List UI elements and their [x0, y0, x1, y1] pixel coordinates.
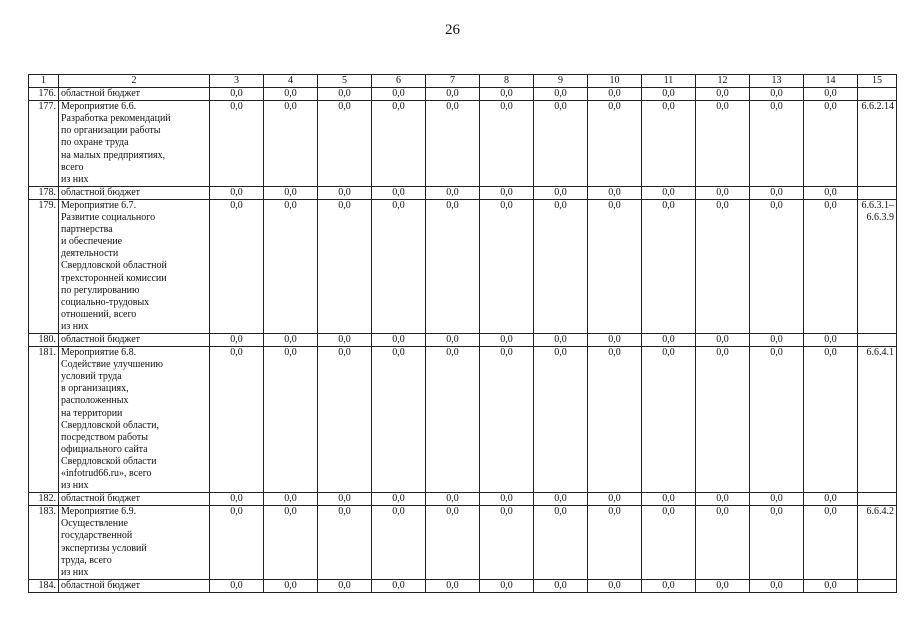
value-cell: 0,0 [804, 347, 858, 493]
value-cell: 0,0 [264, 101, 318, 187]
row-description [59, 506, 210, 580]
value-cell: 0,0 [426, 579, 480, 592]
value-cell: 0,0 [588, 186, 642, 199]
value-cell: 0,0 [750, 186, 804, 199]
row-number: 178. [29, 186, 59, 199]
row-number: 176. [29, 88, 59, 101]
value-cell: 0,0 [588, 347, 642, 493]
row-description [59, 186, 210, 199]
table-row [29, 506, 897, 580]
value-cell: 0,0 [480, 101, 534, 187]
value-cell: 0,0 [372, 333, 426, 346]
description-line: Мероприятие 6.7. [61, 199, 137, 211]
header-cell: 11 [642, 75, 696, 88]
row-number: 180. [29, 333, 59, 346]
description-line: областной бюджет [61, 186, 141, 198]
value-cell: 0,0 [210, 506, 264, 580]
description-line: Мероприятие 6.6. [61, 101, 137, 113]
code-line: 6.6.3.1– [861, 199, 894, 211]
value-cell: 0,0 [804, 101, 858, 187]
row-description [59, 101, 210, 187]
value-cell: 0,0 [264, 186, 318, 199]
value-cell: 0,0 [372, 347, 426, 493]
description-line: Мероприятие 6.9. [61, 506, 137, 518]
value-cell: 0,0 [372, 506, 426, 580]
value-cell: 0,0 [534, 506, 588, 580]
value-cell: 0,0 [264, 88, 318, 101]
description-line: посредством работы [61, 431, 149, 443]
description-line: государственной [61, 530, 133, 542]
header-cell: 14 [804, 75, 858, 88]
value-cell: 0,0 [318, 186, 372, 199]
value-cell: 0,0 [588, 506, 642, 580]
description-line: на малых предприятиях, [61, 149, 166, 161]
description-line: на территории [61, 407, 123, 419]
description-line: Мероприятие 6.8. [61, 347, 137, 359]
description-line: Свердловской областной [61, 260, 167, 272]
value-cell: 0,0 [642, 579, 696, 592]
description-line: трехсторонней комиссии [61, 272, 167, 284]
description-line: всего [61, 161, 84, 173]
value-cell: 0,0 [534, 88, 588, 101]
target-code [858, 333, 897, 346]
description-line: из них [61, 173, 89, 185]
target-code [858, 347, 897, 493]
value-cell: 0,0 [588, 579, 642, 592]
target-code [858, 101, 897, 187]
row-number: 177. [29, 101, 59, 187]
value-cell: 0,0 [750, 506, 804, 580]
value-cell: 0,0 [642, 101, 696, 187]
value-cell: 0,0 [264, 493, 318, 506]
value-cell: 0,0 [210, 199, 264, 333]
value-cell: 0,0 [804, 88, 858, 101]
value-cell: 0,0 [534, 347, 588, 493]
budget-table [28, 74, 897, 593]
row-number: 179. [29, 199, 59, 333]
value-cell: 0,0 [696, 579, 750, 592]
value-cell: 0,0 [426, 186, 480, 199]
value-cell: 0,0 [264, 347, 318, 493]
value-cell: 0,0 [264, 579, 318, 592]
value-cell: 0,0 [804, 199, 858, 333]
value-cell: 0,0 [588, 333, 642, 346]
value-cell: 0,0 [372, 199, 426, 333]
description-line: из них [61, 480, 89, 492]
value-cell: 0,0 [750, 347, 804, 493]
value-cell: 0,0 [534, 333, 588, 346]
header-cell: 15 [858, 75, 897, 88]
description-line: «infotrud66.ru», всего [61, 468, 152, 479]
value-cell: 0,0 [480, 88, 534, 101]
value-cell: 0,0 [426, 347, 480, 493]
description-line: Осуществление [61, 518, 128, 530]
header-cell: 1 [29, 75, 59, 88]
value-cell: 0,0 [318, 88, 372, 101]
row-number: 181. [29, 347, 59, 493]
table-body [29, 75, 897, 593]
value-cell: 0,0 [750, 493, 804, 506]
value-cell: 0,0 [696, 493, 750, 506]
description-line: Свердловской области [61, 455, 157, 467]
value-cell: 0,0 [426, 506, 480, 580]
row-description [59, 579, 210, 592]
value-cell: 0,0 [372, 101, 426, 187]
description-line: расположенных [61, 395, 129, 407]
value-cell: 0,0 [318, 199, 372, 333]
value-cell: 0,0 [588, 493, 642, 506]
table-row [29, 101, 897, 187]
code-line: 6.6.3.9 [866, 212, 894, 224]
description-line: областной бюджет [61, 493, 141, 505]
header-cell: 8 [480, 75, 534, 88]
value-cell: 0,0 [480, 333, 534, 346]
description-line: деятельности [61, 248, 119, 260]
target-code [858, 186, 897, 199]
value-cell: 0,0 [750, 199, 804, 333]
value-cell: 0,0 [210, 347, 264, 493]
value-cell: 0,0 [372, 186, 426, 199]
row-description [59, 333, 210, 346]
value-cell: 0,0 [480, 493, 534, 506]
description-line: официального сайта [61, 443, 148, 455]
header-cell: 9 [534, 75, 588, 88]
value-cell: 0,0 [318, 101, 372, 187]
value-cell: 0,0 [480, 199, 534, 333]
code-line: 6.6.4.1 [866, 347, 894, 359]
description-line: труда, всего [61, 554, 112, 566]
header-cell: 5 [318, 75, 372, 88]
description-line: Свердловской области, [61, 419, 159, 431]
description-line: экспертизы условий [61, 542, 147, 554]
value-cell: 0,0 [642, 347, 696, 493]
header-cell: 12 [696, 75, 750, 88]
value-cell: 0,0 [210, 579, 264, 592]
table-row [29, 493, 897, 506]
table-row [29, 347, 897, 493]
description-line: Содействие улучшению [61, 359, 163, 371]
description-line: по организации работы [61, 125, 161, 137]
header-cell: 6 [372, 75, 426, 88]
value-cell: 0,0 [804, 579, 858, 592]
value-cell: 0,0 [804, 506, 858, 580]
row-description [59, 493, 210, 506]
value-cell: 0,0 [426, 101, 480, 187]
value-cell: 0,0 [642, 88, 696, 101]
value-cell: 0,0 [426, 333, 480, 346]
description-line: областной бюджет [61, 88, 141, 100]
header-cell: 7 [426, 75, 480, 88]
description-line: по охране труда [61, 137, 129, 149]
value-cell: 0,0 [480, 506, 534, 580]
value-cell: 0,0 [264, 333, 318, 346]
value-cell: 0,0 [480, 347, 534, 493]
description-line: Разработка рекомендаций [61, 113, 171, 125]
row-number: 183. [29, 506, 59, 580]
value-cell: 0,0 [264, 506, 318, 580]
value-cell: 0,0 [804, 333, 858, 346]
table-row [29, 199, 897, 333]
header-cell: 3 [210, 75, 264, 88]
value-cell: 0,0 [318, 579, 372, 592]
header-cell: 13 [750, 75, 804, 88]
value-cell: 0,0 [642, 199, 696, 333]
value-cell: 0,0 [696, 88, 750, 101]
value-cell: 0,0 [750, 579, 804, 592]
description-line: из них [61, 566, 89, 578]
row-description [59, 88, 210, 101]
page-number: 26 [445, 22, 460, 38]
value-cell: 0,0 [210, 88, 264, 101]
description-line: отношений, всего [61, 308, 137, 320]
description-line: областной бюджет [61, 333, 141, 345]
row-description [59, 347, 210, 493]
value-cell: 0,0 [588, 199, 642, 333]
table-row [29, 88, 897, 101]
value-cell: 0,0 [318, 493, 372, 506]
row-number: 182. [29, 493, 59, 506]
value-cell: 0,0 [696, 506, 750, 580]
table-row [29, 333, 897, 346]
code-line: 6.6.4.2 [866, 506, 894, 518]
header-cell: 4 [264, 75, 318, 88]
value-cell: 0,0 [696, 333, 750, 346]
value-cell: 0,0 [804, 493, 858, 506]
value-cell: 0,0 [642, 493, 696, 506]
header-row [29, 75, 897, 88]
target-code [858, 579, 897, 592]
description-line: и обеспечение [61, 236, 123, 248]
description-line: в организациях, [61, 383, 129, 395]
value-cell: 0,0 [750, 101, 804, 187]
value-cell: 0,0 [480, 579, 534, 592]
row-number: 184. [29, 579, 59, 592]
value-cell: 0,0 [318, 347, 372, 493]
description-line: условий труда [61, 371, 122, 383]
target-code [858, 506, 897, 580]
description-line: по регулированию [61, 284, 140, 296]
description-line: областной бюджет [61, 579, 141, 591]
description-line: из них [61, 320, 89, 332]
value-cell: 0,0 [426, 88, 480, 101]
value-cell: 0,0 [426, 493, 480, 506]
value-cell: 0,0 [642, 506, 696, 580]
value-cell: 0,0 [696, 199, 750, 333]
value-cell: 0,0 [426, 199, 480, 333]
value-cell: 0,0 [696, 186, 750, 199]
table-row [29, 186, 897, 199]
value-cell: 0,0 [210, 333, 264, 346]
code-line: 6.6.2.14 [861, 101, 894, 113]
value-cell: 0,0 [264, 199, 318, 333]
value-cell: 0,0 [642, 186, 696, 199]
value-cell: 0,0 [372, 579, 426, 592]
value-cell: 0,0 [804, 186, 858, 199]
row-description [59, 199, 210, 333]
value-cell: 0,0 [750, 88, 804, 101]
description-line: Развитие социального [61, 212, 156, 224]
target-code [858, 199, 897, 333]
value-cell: 0,0 [588, 88, 642, 101]
value-cell: 0,0 [534, 186, 588, 199]
value-cell: 0,0 [372, 493, 426, 506]
header-cell: 10 [588, 75, 642, 88]
value-cell: 0,0 [210, 493, 264, 506]
value-cell: 0,0 [318, 333, 372, 346]
value-cell: 0,0 [210, 101, 264, 187]
value-cell: 0,0 [750, 333, 804, 346]
header-cell: 2 [59, 75, 210, 88]
target-code [858, 493, 897, 506]
description-line: партнерства [61, 224, 113, 236]
value-cell: 0,0 [696, 101, 750, 187]
value-cell: 0,0 [480, 186, 534, 199]
value-cell: 0,0 [210, 186, 264, 199]
table-row [29, 579, 897, 592]
value-cell: 0,0 [318, 506, 372, 580]
value-cell: 0,0 [534, 493, 588, 506]
description-line: социально-трудовых [61, 296, 150, 308]
value-cell: 0,0 [588, 101, 642, 187]
value-cell: 0,0 [372, 88, 426, 101]
value-cell: 0,0 [534, 199, 588, 333]
value-cell: 0,0 [696, 347, 750, 493]
target-code [858, 88, 897, 101]
value-cell: 0,0 [534, 101, 588, 187]
value-cell: 0,0 [642, 333, 696, 346]
value-cell: 0,0 [534, 579, 588, 592]
